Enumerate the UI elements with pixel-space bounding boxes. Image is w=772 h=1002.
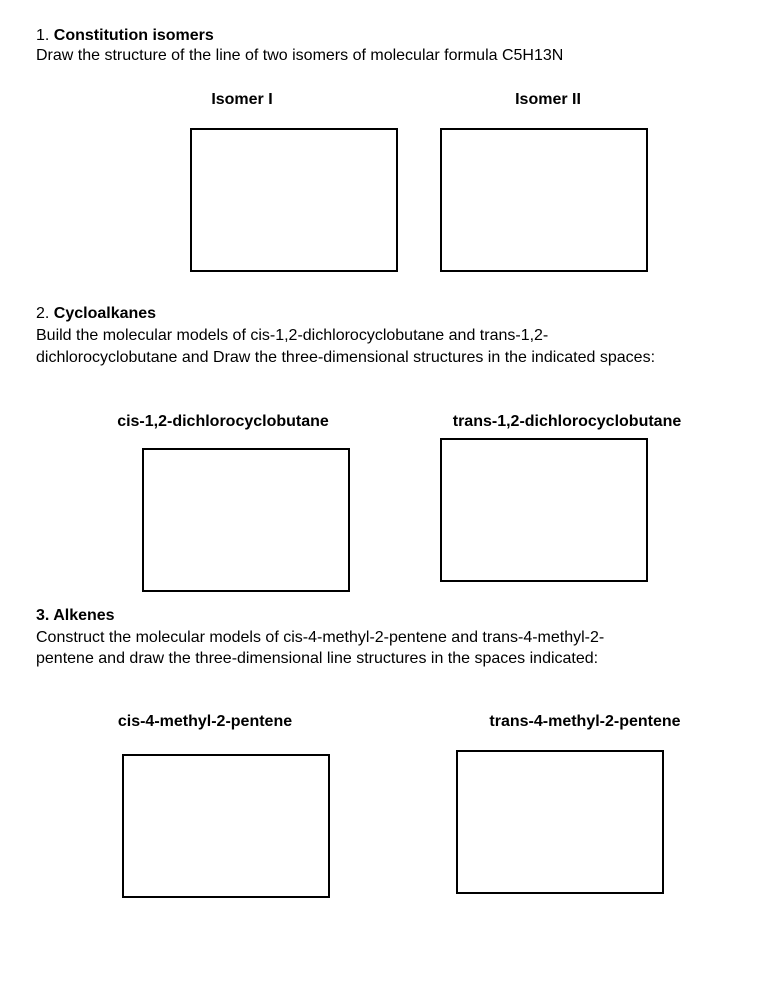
section2-heading	[36, 304, 156, 324]
section2-instruction-line2: dichlorocyclobutane and Draw the three-dimensional structures in the indicated spaces:	[36, 349, 656, 366]
label-cis-dichlorocyclobutane: cis-1,2-dichlorocyclobutane	[117, 413, 329, 430]
section2-instruction-line1: Build the molecular models of cis-1,2-dichlorocyclobutane and trans-1,2-	[36, 327, 549, 344]
section3-heading	[36, 606, 115, 626]
section3-title: 3. Alkenes	[36, 607, 115, 624]
section2-number: 2.	[36, 305, 50, 322]
drawing-box-cis-methylpentene[interactable]	[122, 754, 330, 898]
drawing-box-isomer-1[interactable]	[190, 128, 398, 272]
label-isomer-2: Isomer II	[515, 91, 581, 108]
label-cis-methylpentene: cis-4-methyl-2-pentene	[117, 713, 293, 730]
drawing-box-trans-dichlorocyclobutane[interactable]	[440, 438, 648, 582]
section2-title: Cycloalkanes	[53, 305, 157, 322]
section1-instruction: Draw the structure of the line of two isomers of molecular formula C5H13N	[36, 47, 564, 64]
drawing-box-trans-methylpentene[interactable]	[456, 750, 664, 894]
section1-heading	[36, 26, 214, 46]
section3-instruction-line2: pentene and draw the three-dimensional line structures in the spaces indicated:	[36, 650, 599, 667]
section1-title: Constitution isomers	[53, 27, 214, 44]
label-isomer-1: Isomer I	[211, 91, 273, 108]
label-trans-dichlorocyclobutane: trans-1,2-dichlorocyclobutane	[452, 413, 682, 430]
drawing-box-isomer-2[interactable]	[440, 128, 648, 272]
label-trans-methylpentene: trans-4-methyl-2-pentene	[489, 713, 681, 730]
section1-number: 1.	[36, 27, 50, 44]
drawing-box-cis-dichlorocyclobutane[interactable]	[142, 448, 350, 592]
section3-instruction-line1: Construct the molecular models of cis-4-methyl-2-pentene and trans-4-methyl-2-	[36, 629, 605, 646]
